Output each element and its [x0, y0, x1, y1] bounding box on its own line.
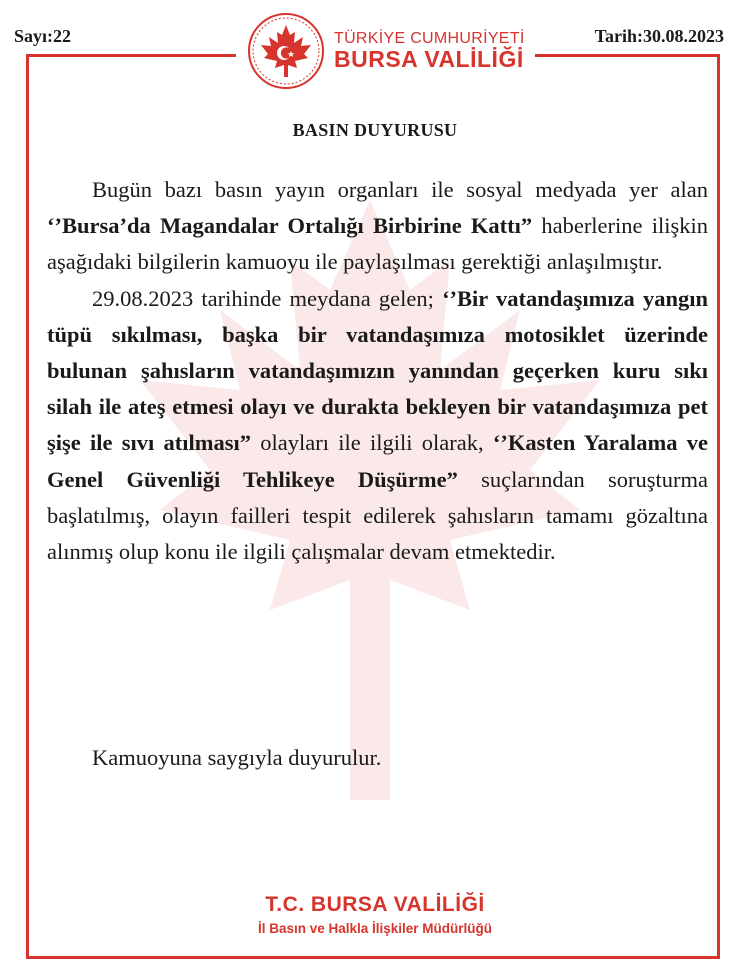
footer-department: İl Basın ve Halkla İlişkiler Müdürlüğü [257, 921, 493, 936]
org-line-2: BURSA VALİLİĞİ [334, 46, 524, 73]
footer-org: T.C. BURSA VALİLİĞİ [265, 893, 485, 916]
document-number: Sayı:22 [14, 26, 72, 46]
document-date: Tarih:30.08.2023 [594, 26, 724, 46]
paragraph-2-quote-2: ‘’Kasten Yaralama ve Genel Güvenliği Tehlikeye Düşürme” [47, 430, 708, 492]
org-line-1: TÜRKİYE CUMHURİYETİ [334, 29, 525, 47]
document-body [47, 172, 708, 570]
paragraph-2-text-c: suçlarından soruşturma başlatılmış, olayın failleri tespit edilerek şahısların tamamı gözaltına alınmış olup konu ile ilgili çalışmalar devam etmektedir. [47, 466, 708, 565]
page-title: BASIN DUYURUSU [292, 120, 458, 140]
closing-line: Kamuoyuna saygıyla duyurulur. [92, 745, 382, 770]
letterhead [236, 8, 535, 94]
emblem-icon [246, 11, 326, 91]
paragraph-2 [47, 281, 708, 571]
paragraph-1 [47, 172, 708, 281]
footer [220, 893, 530, 940]
paragraph-1-text-b: haberlerine ilişkin aşağıdaki bilgilerin kamuoyu ile paylaşılması gerektiği anlaşılmıştır. [47, 213, 708, 275]
paragraph-1-text-a: Bugün bazı basın yayın organları ile sosyal medyada yer alan [92, 177, 708, 202]
paragraph-2-quote-1: ‘’Bir vatandaşımıza yangın tüpü sıkılması, başka bir vatandaşımıza motosiklet üzerinde bulunan şahısların vatandaşımızın yanından geçerken kuru sıkı silah ile ateş etmesi olayı ve durakta bekleyen bir vatandaşımıza pet şişe ile sıvı atılması” [47, 285, 708, 456]
paragraph-2-text-b: olayları ile ilgili olarak, [251, 430, 493, 456]
paragraph-2-text-a: 29.08.2023 tarihinde meydana gelen; [92, 285, 443, 311]
paragraph-1-quote: ‘’Bursa’da Magandalar Ortalığı Birbirine Kattı” [47, 213, 533, 239]
